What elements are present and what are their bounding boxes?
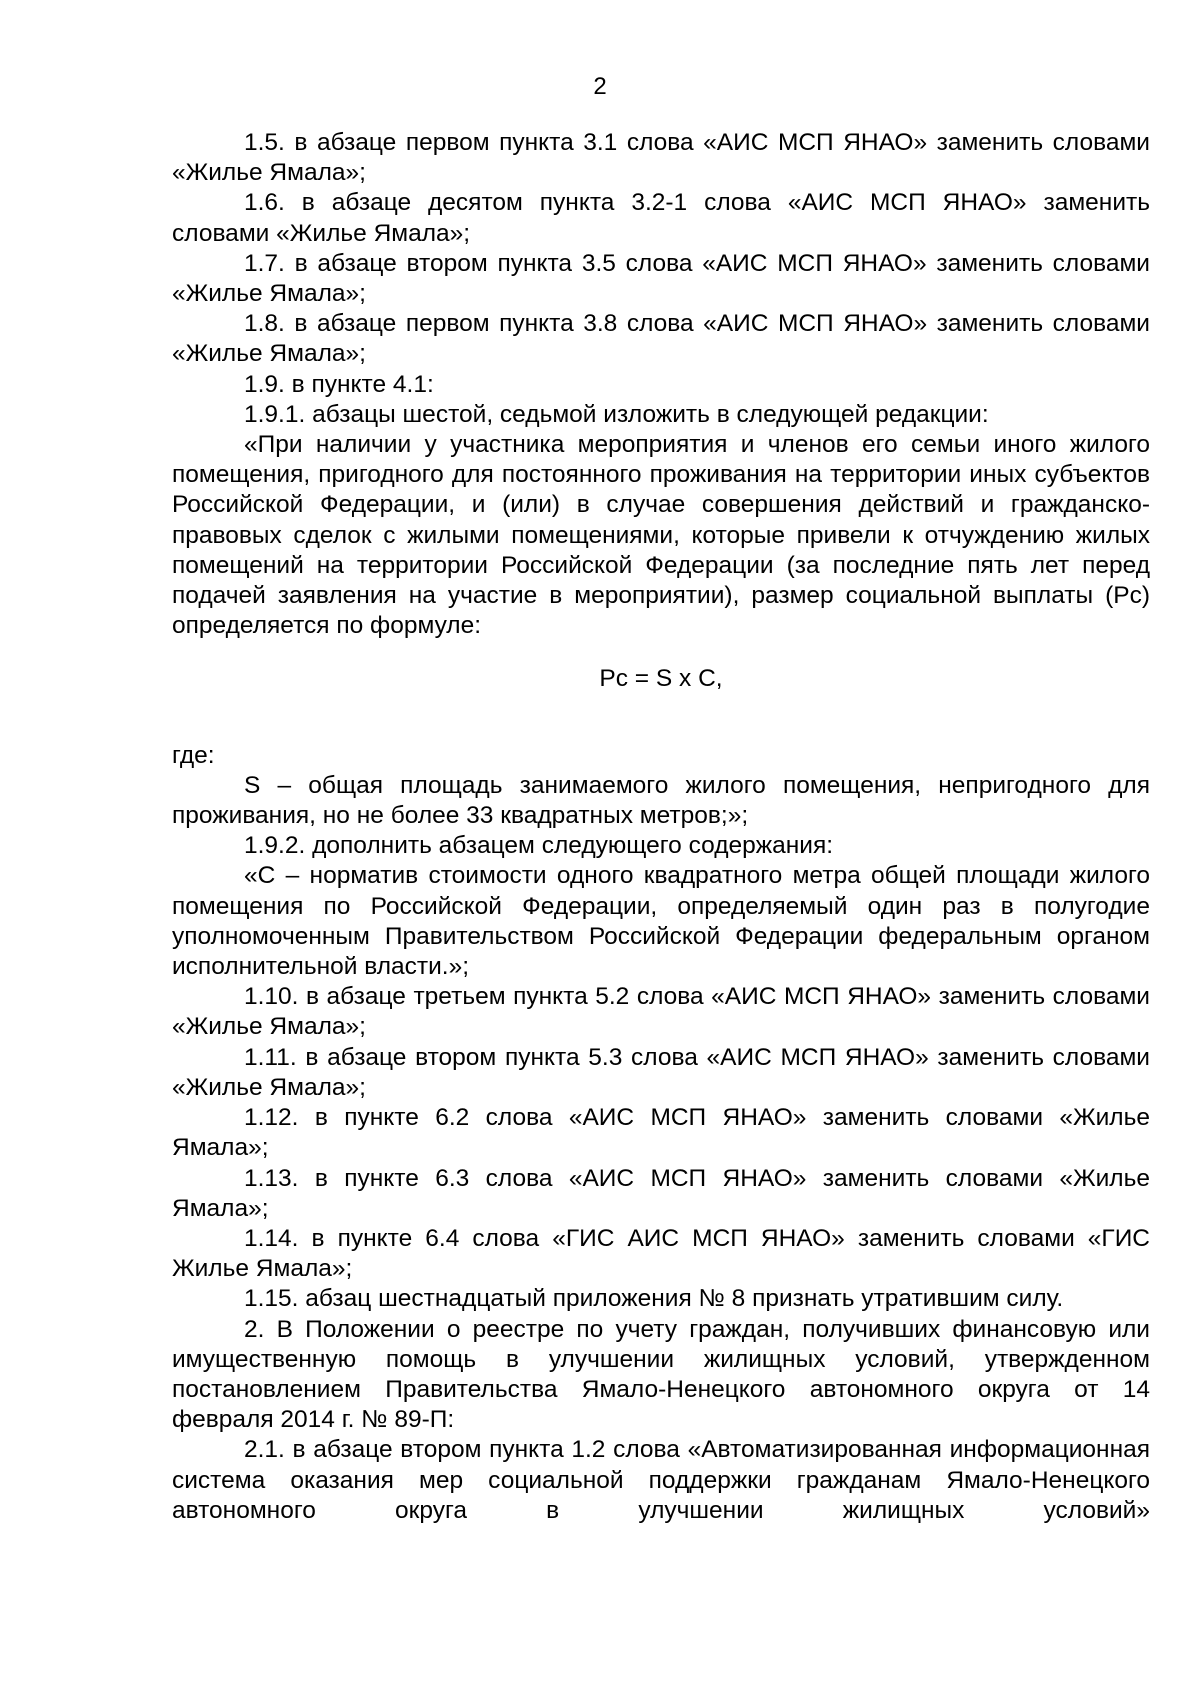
definition-s: S – общая площадь занимаемого жилого помещения, непригодного для проживания, но не более 33 квадратных метров;»; [172, 771, 1150, 830]
paragraph-1-15: 1.15. абзац шестнадцатый приложения № 8 признать утратившим силу. [244, 1285, 1064, 1313]
quoted-paragraph-condition: «При наличии у участника мероприятия и членов его семьи иного жилого помещения, пригодного для постоянного проживания на территории иных субъектов Российской Федерации, и (или) в случае совершения действий и гражданско-правовых сделок с жилыми помещениями, которые привели к отчуждению жилых помещений на территории Российской Федерации (за последние пять лет перед подачей заявления на участие в мероприятии), размер социальной выплаты (Рс) определяется по формуле: [172, 431, 1150, 640]
paragraph-1-7: 1.7. в абзаце втором пункта 3.5 слова «АИС МСП ЯНАО» заменить словами «Жилье Ямала»; [172, 249, 1150, 308]
paragraph-1-9-2: 1.9.2. дополнить абзацем следующего содержания: [244, 832, 834, 860]
paragraph-1-11: 1.11. в абзаце втором пункта 5.3 слова «АИС МСП ЯНАО» заменить словами «Жилье Ямала»; [172, 1043, 1150, 1101]
document-body [172, 128, 1150, 1526]
paragraph-1-8: 1.8. в абзаце первом пункта 3.8 слова «АИС МСП ЯНАО» заменить словами «Жилье Ямала»; [172, 310, 1150, 368]
paragraph-1-9: 1.9. в пункте 4.1: [244, 370, 434, 398]
where-label: где: [172, 741, 215, 769]
paragraph-1-9-1: 1.9.1. абзацы шестой, седьмой изложить в следующей редакции: [244, 400, 989, 428]
paragraph-1-14: 1.14. в пункте 6.4 слова «ГИС АИС МСП ЯНАО» заменить словами «ГИС Жилье Ямала»; [172, 1224, 1150, 1283]
formula: Рс = S х С, [599, 665, 723, 693]
page-number: 2 [593, 73, 607, 100]
paragraph-2: 2. В Положении о реестре по учету граждан, получивших финансовую или имущественную помощь в улучшении жилищных условий, утвержденном постановлением Правительства Ямало-Ненецкого автономного округа от 14 февраля 2014 г. № 89-П: [172, 1315, 1150, 1434]
paragraph-1-10: 1.10. в абзаце третьем пункта 5.2 слова «АИС МСП ЯНАО» заменить словами «Жилье Ямала»; [172, 983, 1150, 1041]
paragraph-2-1: 2.1. в абзаце втором пункта 1.2 слова «Автоматизированная информационная система оказания мер социальной поддержки гражданам Ямало-Ненецкого автономного округа в улучшении жилищных условий» [172, 1436, 1150, 1524]
paragraph-1-13: 1.13. в пункте 6.3 слова «АИС МСП ЯНАО» заменить словами «Жилье Ямала»; [172, 1164, 1150, 1222]
paragraph-1-6: 1.6. в абзаце десятом пункта 3.2-1 слова «АИС МСП ЯНАО» заменить словами «Жилье Ямала»; [172, 189, 1150, 247]
paragraph-1-12: 1.12. в пункте 6.2 слова «АИС МСП ЯНАО» заменить словами «Жилье Ямала»; [172, 1104, 1150, 1162]
paragraph-1-5: 1.5. в абзаце первом пункта 3.1 слова «АИС МСП ЯНАО» заменить словами «Жилье Ямала»; [172, 129, 1150, 187]
definition-c: «С – норматив стоимости одного квадратного метра общей площади жилого помещения по Российской Федерации, определяемый один раз в полугодие уполномоченным Правительством Российской Федерации федеральным органом исполнительной власти.»; [172, 862, 1150, 981]
